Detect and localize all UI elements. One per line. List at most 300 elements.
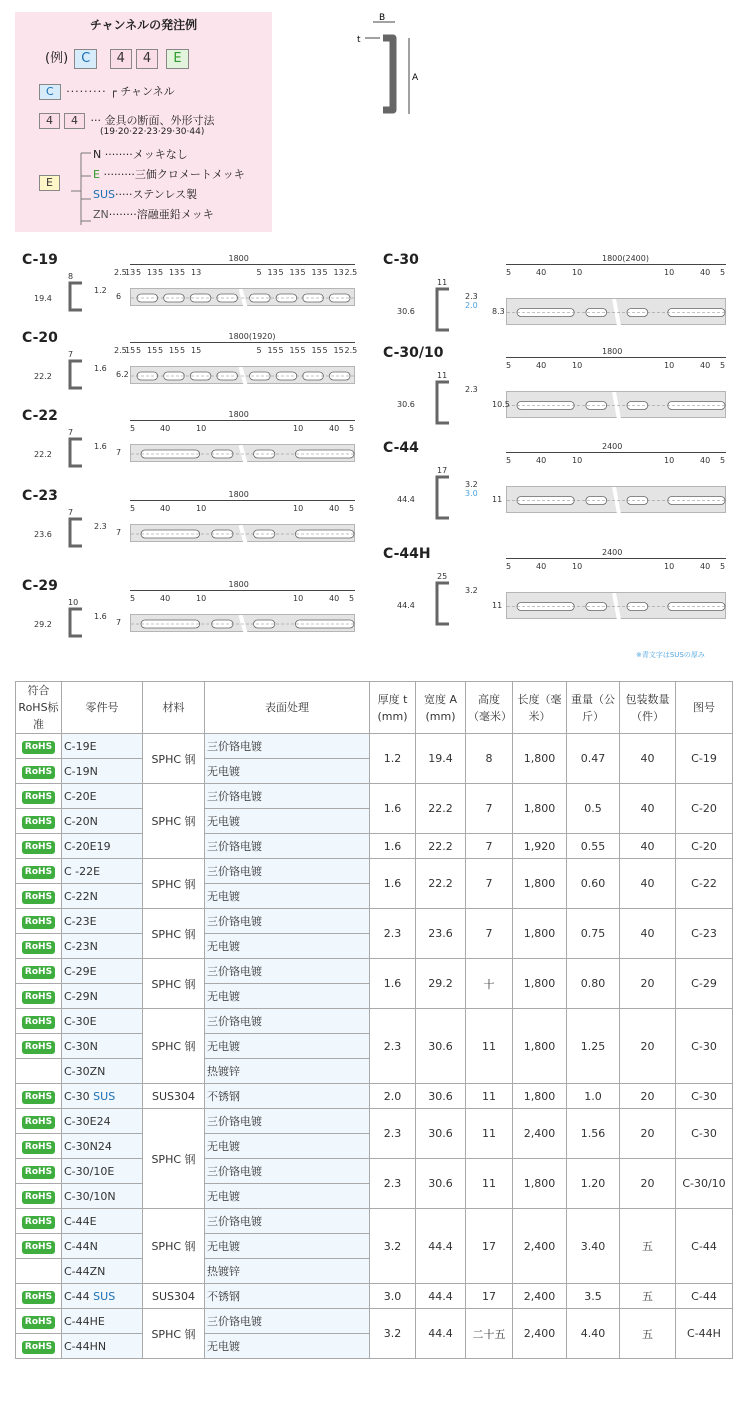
part-number: C-44HN [62,1334,143,1359]
dim-pitch: 2.5 [114,268,127,277]
spec-fig: C-19 [676,734,733,784]
spec-fig: C-20 [676,834,733,859]
dim-b: 7 [68,428,74,437]
dim-a: 30.6 [397,400,415,409]
material: SPHC 钢 [143,1109,205,1209]
rohs-cell [16,934,62,959]
spec-fig: C-44 [676,1209,733,1284]
rohs-badge: RoHS [22,791,55,804]
dim-b: 17 [437,466,448,475]
dim-pitch: 40 [160,424,171,433]
dim-length: 1800 [228,490,249,499]
rohs-badge: RoHS [22,766,55,779]
e-code-box-wrap [37,175,62,191]
material: SPHC 钢 [143,859,205,909]
part-number: C-23N [62,934,143,959]
dim-pitch: 13 [289,268,300,277]
channel-strip-drawing [506,486,726,513]
spec-a: 30.6 [416,1159,466,1209]
dim-t-sus: 2.0 [465,301,478,310]
dim-pitch: 10 [293,594,304,603]
spec-len: 1,800 [513,1009,567,1084]
finish-code-n: N [93,148,102,161]
surface-treatment: 三价铬电镀 [205,1209,370,1234]
length-dim-line [130,264,355,265]
spec-h: 7 [466,784,513,834]
table-row [16,1109,733,1134]
dim-h: 11 [492,494,503,504]
dim-pitch: 10 [572,456,583,465]
surface-treatment: 无电镀 [205,884,370,909]
part-number: C-23E [62,909,143,934]
part-number: C-44N [62,1234,143,1259]
channel-profile-sketch [335,12,435,122]
header-figure: 图号 [676,682,733,734]
rohs-badge: RoHS [22,1166,55,1179]
size-desc: 金具の断面、外形寸法 [104,114,215,127]
spec-a: 22.2 [416,859,466,909]
spec-qty: 40 [620,859,676,909]
rohs-cell [16,859,62,884]
spec-w: 3.5 [567,1284,620,1309]
spec-a: 44.4 [416,1284,466,1309]
spec-w: 0.5 [567,784,620,834]
diagram-label: C-23 [22,488,58,504]
material: SPHC 钢 [143,734,205,784]
spec-fig: C-23 [676,909,733,959]
spec-qty: 40 [620,734,676,784]
rohs-cell [16,1284,62,1309]
dim-pitch: 10 [572,361,583,370]
dim-pitch: 40 [536,562,547,571]
dim-pitch: 5 [720,361,726,370]
length-dim-line [130,342,355,343]
spec-t: 1.6 [370,859,416,909]
example-code-e: E [166,49,188,69]
spec-h: 11 [466,1009,513,1084]
spec-w: 1.25 [567,1009,620,1084]
channel-section-icon [64,436,94,472]
spec-len: 2,400 [513,1209,567,1284]
material: SPHC 钢 [143,909,205,959]
length-dim-line [130,500,355,501]
table-row [16,784,733,809]
rohs-badge: RoHS [22,866,55,879]
spec-qty: 20 [620,1084,676,1109]
dim-pitch: 10 [196,594,207,603]
size-code-line: 4 4 ··· 金具の断面、外形寸法 [37,112,214,129]
spec-a: 44.4 [416,1209,466,1284]
spec-fig: C-30 [676,1009,733,1084]
spec-w: 0.60 [567,859,620,909]
rohs-badge: RoHS [22,1191,55,1204]
dim-b: 25 [437,572,448,581]
spec-t: 1.6 [370,784,416,834]
surface-treatment: 无电镀 [205,984,370,1009]
spec-t: 2.3 [370,1009,416,1084]
dim-t: 1.6 [94,442,107,451]
surface-treatment: 三价铬电镀 [205,1109,370,1134]
rohs-badge: RoHS [22,941,55,954]
dim-pitch: 5 [130,504,136,513]
size-code-box-1: 4 [39,113,60,129]
channel-section-icon [431,379,461,429]
part-number: C-30E [62,1009,143,1034]
spec-w: 3.40 [567,1209,620,1284]
spec-w: 0.55 [567,834,620,859]
rohs-badge: RoHS [22,816,55,829]
dim-a: 19.4 [34,294,52,303]
part-number: C-30/10N [62,1184,143,1209]
spec-w: 1.56 [567,1109,620,1159]
rohs-cell [16,809,62,834]
dim-pitch: 5 [278,346,284,355]
spec-t: 3.2 [370,1309,416,1359]
dim-pitch: 5 [158,346,164,355]
dim-pitch: 5 [506,361,512,370]
rohs-badge: RoHS [22,916,55,929]
spec-fig: C-30/10 [676,1159,733,1209]
rohs-cell [16,759,62,784]
channel-section-icon [64,280,94,316]
dim-h: 6 [116,292,122,301]
finish-n: N ········メッキなし [93,148,188,161]
surface-treatment: 无电镀 [205,1234,370,1259]
surface-treatment: 不锈钢 [205,1084,370,1109]
order-example-line [45,47,191,69]
header-material: 材料 [143,682,205,734]
material: SPHC 钢 [143,1309,205,1359]
dim-a: 23.6 [34,530,52,539]
rohs-badge: RoHS [22,841,55,854]
dim-length: 1800 [228,410,249,419]
dim-pitch: 15 [267,346,278,355]
table-header-row [16,682,733,734]
channel-section-icon [64,358,94,394]
dim-h: 7 [116,528,122,537]
length-dim-line [506,558,726,559]
part-number: C-30E24 [62,1109,143,1134]
rohs-cell [16,1084,62,1109]
dim-h: 6.2 [116,370,129,379]
spec-w: 1.20 [567,1159,620,1209]
spec-fig: C-30 [676,1084,733,1109]
header-qty: 包装数量（件） [620,682,676,734]
spec-qty: 20 [620,959,676,1009]
finish-sus: SUS·····ステンレス製 [93,188,198,201]
rohs-badge: RoHS [22,1116,55,1129]
dim-pitch: 10 [196,504,207,513]
header-part: 零件号 [62,682,143,734]
example-code-size1: 4 [110,49,132,69]
dim-t: 1.6 [94,364,107,373]
dim-length: 1800 [228,254,249,263]
dim-t: 3.2 [465,586,478,595]
part-number: C-30/10E [62,1159,143,1184]
dim-t: 1.2 [94,286,107,295]
spec-a: 30.6 [416,1009,466,1084]
dim-a: 22.2 [34,450,52,459]
dim-pitch: 5 [130,424,136,433]
spec-t: 1.6 [370,834,416,859]
part-number: C-19E [62,734,143,759]
spec-table-body [16,734,733,1359]
spec-a: 22.2 [416,784,466,834]
dim-length: 1800(1920) [228,332,276,341]
rohs-cell [16,1209,62,1234]
channel-strip-drawing [130,444,355,462]
spec-w: 4.40 [567,1309,620,1359]
spec-w: 0.75 [567,909,620,959]
rohs-cell [16,1159,62,1184]
dim-pitch: 5 [349,504,355,513]
finish-bracket [63,149,93,229]
dim-pitch: 5 [300,346,306,355]
spec-t: 1.6 [370,959,416,1009]
dim-pitch: 10 [572,562,583,571]
spec-qty: 40 [620,834,676,859]
diagram-label: C-22 [22,408,58,424]
dim-b: 8 [68,272,74,281]
dim-h: 11 [492,600,503,610]
dim-pitch: 5 [130,594,136,603]
dim-pitch: 5 [136,268,142,277]
length-dim-line [506,264,726,265]
rohs-cell [16,1259,62,1284]
dim-pitch: 13 [147,268,158,277]
part-number: C-44 SUS [62,1284,143,1309]
channel-strip-drawing [506,298,726,325]
dim-t: 3.2 [465,480,478,489]
dim-b: 11 [437,278,448,287]
dim-h: 7 [116,618,122,627]
channel-section-icon [431,580,461,630]
rohs-badge: RoHS [22,1041,55,1054]
dim-pitch: 5 [720,268,726,277]
dim-pitch: 10 [196,424,207,433]
rohs-cell [16,734,62,759]
rohs-cell [16,1234,62,1259]
rohs-badge: RoHS [22,741,55,754]
profile-a-label: A [412,73,419,83]
dim-pitch: 5 [180,268,186,277]
surface-treatment: 无电镀 [205,1184,370,1209]
dim-pitch: 10 [664,361,675,370]
dim-pitch: 15 [311,346,322,355]
dim-pitch: 40 [160,594,171,603]
size-code-box-2: 4 [64,113,85,129]
header-surface: 表面处理 [205,682,370,734]
spec-t: 1.2 [370,734,416,784]
table-row [16,909,733,934]
rohs-cell [16,834,62,859]
table-row [16,959,733,984]
rohs-badge: RoHS [22,991,55,1004]
channel-section-icon [431,286,461,336]
dim-pitch: 13 [191,268,202,277]
part-number: C-29N [62,984,143,1009]
part-number: C-20N [62,809,143,834]
finish-zn: ZN········溶融亜鉛メッキ [93,208,214,221]
table-row [16,1209,733,1234]
channel-strip-drawing [130,288,355,306]
spec-fig: C-20 [676,784,733,834]
rohs-cell [16,1109,62,1134]
finish-desc-e: 三価クロメートメッキ [134,168,245,181]
rohs-badge: RoHS [22,1241,55,1254]
spec-qty: 20 [620,1009,676,1084]
rohs-cell [16,784,62,809]
dim-pitch: 13 [125,268,136,277]
spec-len: 1,800 [513,1159,567,1209]
spec-h: 十 [466,959,513,1009]
spec-t: 2.0 [370,1084,416,1109]
c-code-box: C [39,84,61,100]
part-number: C-29E [62,959,143,984]
c-code-line: C ········· ┌ チャンネル [37,83,175,100]
dim-pitch: 15 [125,346,136,355]
finish-desc-n: メッキなし [132,148,188,161]
spec-h: 7 [466,834,513,859]
spec-fig: C-22 [676,859,733,909]
dim-h: 7 [116,448,122,457]
spec-qty: 五 [620,1284,676,1309]
material: SPHC 钢 [143,959,205,1009]
table-row [16,859,733,884]
dim-pitch: 5 [506,562,512,571]
spec-qty: 20 [620,1159,676,1209]
dim-pitch: 40 [536,361,547,370]
dim-pitch: 15 [289,346,300,355]
part-number: C-44ZN [62,1259,143,1284]
table-row [16,734,733,759]
surface-treatment: 热镀锌 [205,1059,370,1084]
header-height: 高度（毫米） [466,682,513,734]
channel-strip-drawing [506,391,726,418]
spec-fig: C-30 [676,1109,733,1159]
surface-treatment: 三价铬电镀 [205,1309,370,1334]
table-row [16,834,733,859]
e-code-box: E [39,175,60,191]
diagram-label: C-30 [383,252,419,268]
surface-treatment: 三价铬电镀 [205,859,370,884]
dim-pitch: 5 [322,346,328,355]
dim-pitch: 40 [329,424,340,433]
length-dim-line [130,420,355,421]
material: SPHC 钢 [143,784,205,859]
dim-length: 1800(2400) [602,254,649,263]
rohs-badge: RoHS [22,1341,55,1354]
spec-table [15,681,733,1359]
dim-pitch: 5 [256,268,262,277]
surface-treatment: 三价铬电镀 [205,784,370,809]
diagram-label: C-20 [22,330,58,346]
spec-h: 7 [466,909,513,959]
part-number: C-30ZN [62,1059,143,1084]
dim-length: 2400 [602,548,623,557]
spec-len: 1,800 [513,1084,567,1109]
diagram-label: C-30/10 [383,345,444,361]
dim-pitch: 10 [572,268,583,277]
dim-pitch: 40 [700,562,711,571]
length-dim-line [130,590,355,591]
dim-pitch: 40 [700,456,711,465]
spec-a: 22.2 [416,834,466,859]
rohs-badge: RoHS [22,1091,55,1104]
spec-fig: C-44 [676,1284,733,1309]
dim-length: 1800 [228,580,249,589]
spec-len: 2,400 [513,1309,567,1359]
dim-pitch: 5 [349,594,355,603]
dim-pitch: 5 [158,268,164,277]
channel-section-icon [431,474,461,524]
spec-h: 17 [466,1209,513,1284]
dim-pitch: 5 [349,424,355,433]
table-row [16,1009,733,1034]
dim-pitch: 15 [333,346,344,355]
surface-treatment: 无电镀 [205,809,370,834]
part-number: C-22N [62,884,143,909]
spec-t: 3.2 [370,1209,416,1284]
table-row [16,1284,733,1309]
surface-treatment: 三价铬电镀 [205,734,370,759]
spec-t: 3.0 [370,1284,416,1309]
dim-t-sus: 3.0 [465,489,478,498]
spec-w: 0.47 [567,734,620,784]
spec-fig: C-44H [676,1309,733,1359]
surface-treatment: 三价铬电镀 [205,909,370,934]
rohs-badge: RoHS [22,891,55,904]
rohs-cell [16,909,62,934]
order-title: チャンネルの発注例 [89,18,198,32]
dim-a: 22.2 [34,372,52,381]
spec-a: 29.2 [416,959,466,1009]
spec-len: 2,400 [513,1109,567,1159]
order-example-panel [15,12,272,232]
spec-a: 19.4 [416,734,466,784]
spec-len: 1,800 [513,859,567,909]
sus-note: ※青文字はSUSの厚み [636,651,705,659]
dim-b: 11 [437,371,448,380]
part-number: C-30 SUS [62,1084,143,1109]
rohs-cell [16,884,62,909]
dim-t: 2.3 [465,385,478,394]
dim-pitch: 10 [664,562,675,571]
dim-pitch: 5 [300,268,306,277]
c-code-desc: チャンネル [120,85,175,98]
part-number: C-19N [62,759,143,784]
table-row [16,1309,733,1334]
dim-pitch: 40 [329,594,340,603]
part-number: C -22E [62,859,143,884]
surface-treatment: 热镀锌 [205,1259,370,1284]
dim-pitch: 5 [278,268,284,277]
channel-strip-drawing [130,524,355,542]
spec-h: 17 [466,1284,513,1309]
surface-treatment: 三价铬电镀 [205,1159,370,1184]
finish-desc-sus: ステンレス製 [132,188,198,201]
dim-pitch: 5 [180,346,186,355]
table-row [16,1084,733,1109]
spec-qty: 五 [620,1309,676,1359]
rohs-badge: RoHS [22,1016,55,1029]
channel-section-icon [64,606,94,642]
rohs-cell [16,1134,62,1159]
dim-pitch: 5 [136,346,142,355]
dim-b: 7 [68,508,74,517]
rohs-badge: RoHS [22,1316,55,1329]
length-dim-line [506,357,726,358]
